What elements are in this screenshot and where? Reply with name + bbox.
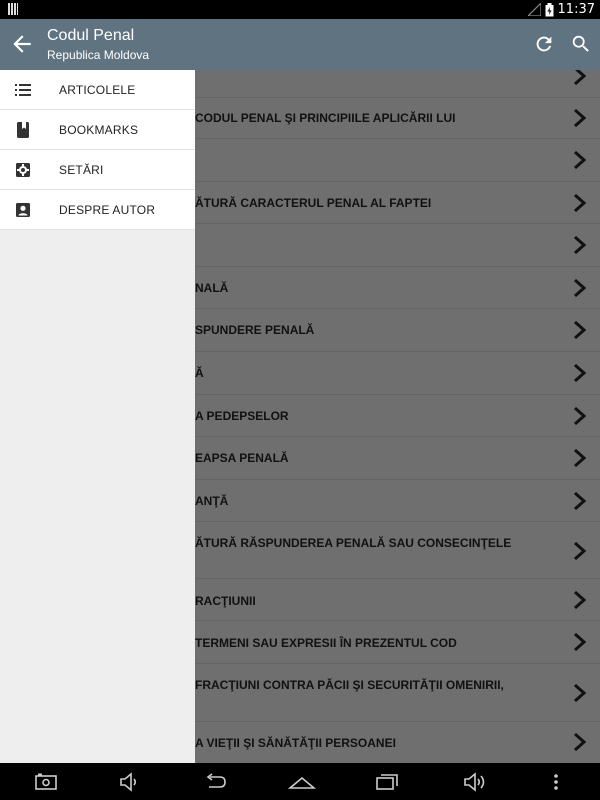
drawer-menu bbox=[0, 70, 195, 230]
chevron-right-icon bbox=[572, 732, 588, 752]
list-item-title: ĂTURĂ RĂSPUNDEREA PENALĂ SAU CONSECINŢELE bbox=[195, 536, 512, 550]
list-icon bbox=[14, 81, 32, 99]
bookmark-icon bbox=[14, 121, 32, 139]
drawer-item-label: BOOKMARKS bbox=[59, 123, 139, 137]
drawer-item-bookmarks[interactable] bbox=[0, 110, 195, 150]
chevron-right-icon bbox=[572, 541, 588, 561]
list-item-title: CODUL PENAL ŞI PRINCIPIILE APLICĂRII LUI bbox=[195, 111, 456, 125]
chevron-right-icon bbox=[572, 193, 588, 213]
chevron-right-icon bbox=[572, 108, 588, 128]
drawer-item-articolele[interactable] bbox=[0, 70, 195, 110]
chevron-right-icon bbox=[572, 590, 588, 610]
drawer-item-despre-autor[interactable] bbox=[0, 190, 195, 230]
settings-icon bbox=[14, 161, 32, 179]
battery-icon bbox=[545, 3, 554, 17]
volume-down-icon[interactable] bbox=[118, 771, 142, 793]
list-item-title: TERMENI SAU EXPRESII ÎN PREZENTUL COD bbox=[195, 636, 457, 650]
chevron-right-icon bbox=[572, 491, 588, 511]
system-nav-bar bbox=[0, 763, 600, 800]
more-icon[interactable] bbox=[548, 771, 564, 793]
list-item-title: Ă bbox=[195, 366, 204, 380]
drawer-item-setari[interactable] bbox=[0, 150, 195, 190]
list-item-title: A PEDEPSELOR bbox=[195, 409, 289, 423]
list-item-title: ĂTURĂ CARACTERUL PENAL AL FAPTEI bbox=[195, 196, 432, 210]
signal-icon bbox=[528, 3, 541, 16]
list-item-title: SPUNDERE PENALĂ bbox=[195, 323, 315, 337]
chevron-right-icon bbox=[572, 363, 588, 383]
list-item-title: ANŢĂ bbox=[195, 494, 229, 508]
chevron-right-icon bbox=[572, 70, 588, 86]
list-item-title: RACŢIUNII bbox=[195, 594, 256, 608]
list-item-title: FRACŢIUNI CONTRA PĂCII ŞI SECURITĂŢII OMENIRII, bbox=[195, 678, 504, 692]
volume-up-icon[interactable] bbox=[463, 771, 489, 793]
recents-icon[interactable] bbox=[375, 771, 399, 793]
chevron-right-icon bbox=[572, 448, 588, 468]
home-icon[interactable] bbox=[288, 771, 316, 793]
account-box-icon bbox=[14, 201, 32, 219]
chevron-right-icon bbox=[572, 150, 588, 170]
status-time: 11:37 bbox=[557, 2, 595, 17]
page-title: Codul Penal bbox=[47, 27, 135, 44]
status-bar bbox=[0, 0, 600, 19]
chevron-right-icon bbox=[572, 632, 588, 652]
chevron-right-icon bbox=[572, 683, 588, 703]
chevron-right-icon bbox=[572, 278, 588, 298]
app-bar bbox=[0, 19, 600, 70]
arrow-back-icon[interactable] bbox=[9, 31, 35, 57]
drawer-item-label: SETĂRI bbox=[59, 163, 104, 177]
list-item-title: EAPSA PENALĂ bbox=[195, 451, 289, 465]
refresh-icon[interactable] bbox=[533, 33, 555, 55]
drawer-item-label: ARTICOLELE bbox=[59, 83, 136, 97]
chevron-right-icon bbox=[572, 320, 588, 340]
navigation-drawer bbox=[0, 70, 195, 763]
notification-icon bbox=[8, 3, 18, 15]
list-item-title: A VIEŢII ŞI SĂNĂTĂŢII PERSOANEI bbox=[195, 736, 396, 750]
chevron-right-icon bbox=[572, 235, 588, 255]
drawer-item-label: DESPRE AUTOR bbox=[59, 203, 156, 217]
screenshot-icon[interactable] bbox=[34, 771, 58, 793]
page-subtitle: Republica Moldova bbox=[47, 48, 150, 62]
search-icon[interactable] bbox=[570, 33, 592, 55]
back-icon[interactable] bbox=[203, 771, 227, 793]
chevron-right-icon bbox=[572, 406, 588, 426]
list-item-title: NALĂ bbox=[195, 281, 229, 295]
